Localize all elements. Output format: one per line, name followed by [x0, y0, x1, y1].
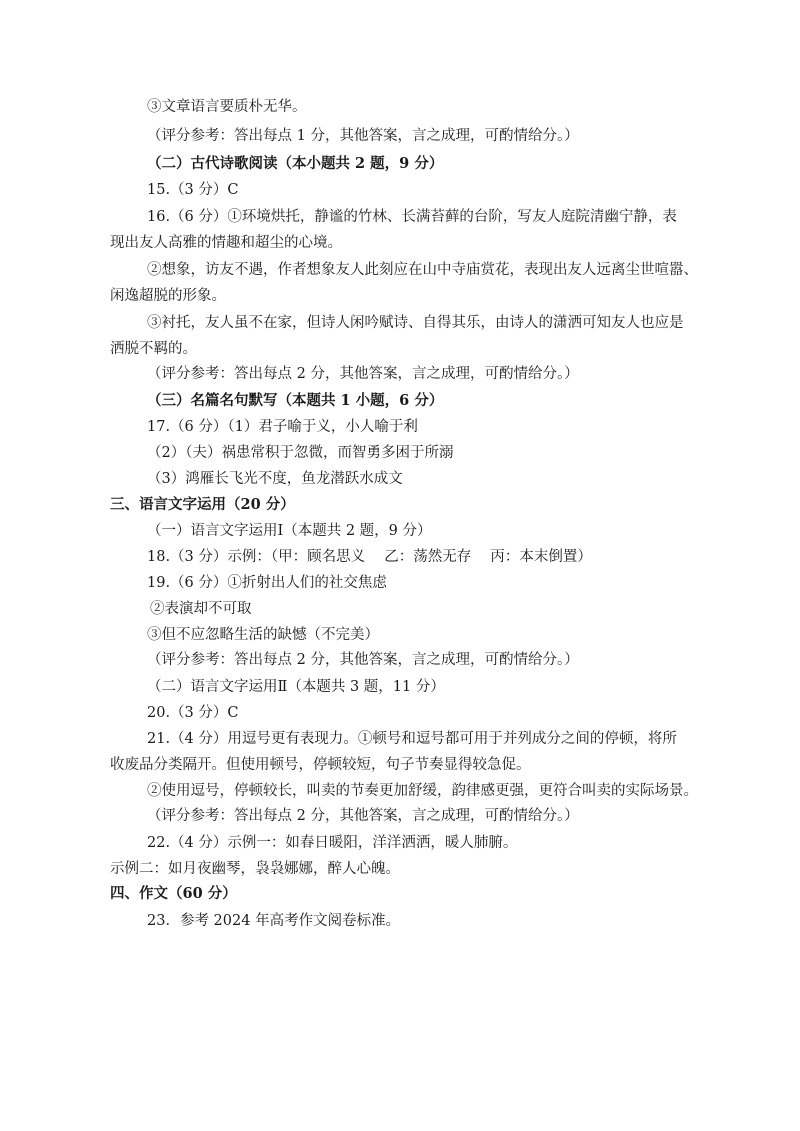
answer-line: （3）鸿雁长飞光不度，鱼龙潜跃水成文 [147, 471, 403, 487]
answer-line: 19.（6 分）①折射出人们的社交焦虑 [147, 575, 387, 591]
answer-line: 17.（6 分）（1）君子喻于义，小人喻于利 [147, 419, 418, 435]
answer-line: 示例二：如月夜幽琴，袅袅娜娜，醉人心魄。 [110, 861, 400, 877]
answer-line: （2）（夫）祸患常积于忽微，而智勇多困于所溺 [147, 445, 454, 461]
section-heading: （一）语言文字运用Ⅰ（本题共 2 题，9 分） [147, 523, 432, 539]
answer-line: 闲逸超脱的形象。 [110, 288, 226, 304]
scoring-note: （评分参考：答出每点 1 分，其他答案，言之成理，可酌情给分。） [147, 128, 579, 144]
scoring-note: （评分参考：答出每点 2 分，其他答案，言之成理，可酌情给分。） [147, 366, 579, 382]
answer-line: ③文章语言要质朴无华。 [147, 99, 307, 115]
answer-line: ②使用逗号，停顿较长，叫卖的节奏更加舒缓，韵律感更强，更符合叫卖的实际场景。 [147, 783, 698, 799]
section-heading: （二）语言文字运用Ⅱ（本题共 3 题，11 分） [147, 679, 445, 695]
section-heading: （二）古代诗歌阅读（本小题共 2 题，9 分） [147, 155, 444, 172]
answer-line: ②想象，访友不遇，作者想象友人此刻应在山中寺庙赏花，表现出友人远离尘世喧嚣、 [147, 262, 698, 278]
part-heading: 三、语言文字运用（20 分） [110, 496, 295, 513]
answer-line: 收废品分类隔开。但使用顿号，停顿较短，句子节奏显得较急促。 [110, 757, 531, 773]
answer-line: 洒脱不羁的。 [110, 341, 197, 357]
answer-line: ②表演却不可取 [150, 601, 252, 617]
part-heading: 四、作文（60 分） [110, 885, 237, 902]
answer-line: 16.（6 分）①环境烘托，静谧的竹林、长满苔藓的台阶，写友人庭院清幽宁静，表 [147, 209, 677, 225]
answer-line: 15.（3 分）C [147, 182, 239, 198]
answer-line: 现出友人高雅的情趣和超尘的心境。 [110, 235, 342, 251]
section-heading: （三）名篇名句默写（本题共 1 小题，6 分） [147, 392, 444, 409]
answer-line: ③但不应忽略生活的缺憾（不完美） [147, 627, 379, 643]
answer-line: 18.（3 分）示例：（甲：顾名思义 乙：荡然无存 丙：本末倒置） [147, 549, 592, 565]
answer-line: 23．参考 2024 年高考作文阅卷标准。 [147, 913, 401, 929]
answer-line: 22.（4 分）示例一：如春日暖阳，洋洋洒洒，暖人肺腑。 [147, 835, 518, 851]
scoring-note: （评分参考：答出每点 2 分，其他答案，言之成理，可酌情给分。） [147, 808, 579, 824]
answer-line: 20.（3 分）C [147, 705, 239, 721]
answer-line: 21.（4 分）用逗号更有表现力。①顿号和逗号都可用于并列成分之间的停顿，将所 [147, 731, 677, 747]
answer-line: ③衬托，友人虽不在家，但诗人闲吟赋诗、自得其乐，由诗人的潇洒可知友人也应是 [147, 315, 684, 331]
scoring-note: （评分参考：答出每点 2 分，其他答案，言之成理，可酌情给分。） [147, 652, 579, 668]
